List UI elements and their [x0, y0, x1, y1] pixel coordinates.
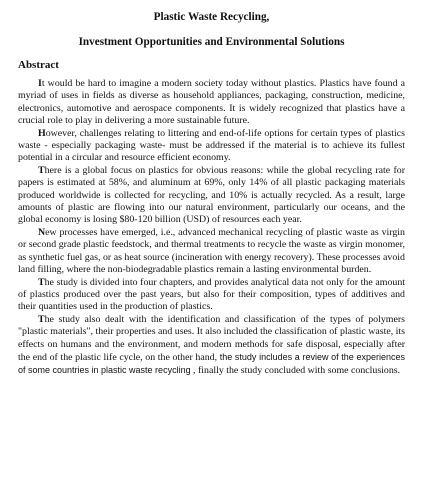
paragraph-text: he study also dealt with the identification and classification of the types of polymers "plastic materials", their properties and uses. It also included the classification of plastic waste, its effects on humans and the environment, and modern methods for safe disposal, especially after the end of the plastic life cycle, on the other hand, [18, 313, 405, 363]
paragraph-text: owever, challenges relating to littering and end-of-life options for certain types of plastics waste - especially packaging waste- must be addressed if the material is to achieve its fullest potential in a circular and resource efficient economy. [18, 127, 405, 164]
paragraph-text: t would be hard to imagine a modern society today without plastics. Plastics have found a myriad of uses in fields as diverse as household appliances, packaging, construction, medicine, electronics, automotive and aerospace components. It is widely recognized that plastics have a crucial role to play in delivering a more sustainable future. [18, 78, 405, 127]
paragraph-lead-letter: T [38, 276, 45, 288]
abstract-paragraph [18, 277, 405, 314]
document-title-line-1: Plastic Waste Recycling, [153, 11, 270, 23]
abstract-paragraph [18, 128, 405, 165]
paragraph-text: here is a global focus on plastics for obvious reasons: while the global recycling rate for papers is estimated at 58%, and aluminum at 69%, only 14% of all plastic packaging materials produced worldwide is collected for recycling, and 10% is actually recycled. As a result, large amounts of plastic are flowing into our natural environment, particularly our oceans, and the global economy is losing $80-120 billion (USD) of resources each year. [18, 164, 405, 226]
paragraph-lead-letter: H [38, 127, 46, 139]
paragraph-text: ew processes have emerged, i.e., advanced mechanical recycling of plastic waste as virgin or second grade plastic feedstock, and thermal treatments to recycle the waste as virgin monomer, as synthetic fuel gas, or as heat source (incineration with energy recovery). These processes avoid land filling, where the non-biodegradable plastics remain a lasting environmental burden. [18, 226, 405, 276]
abstract-paragraph [18, 165, 405, 227]
abstract-heading: Abstract [18, 59, 59, 71]
paragraph-text: he study is divided into four chapters, and provides analytical data not only for the amount of plastics produced over the past years, but also for their composition, types of additives and their quantities used in the production of plastics. [18, 276, 405, 313]
paragraph-text-sans: the study includes a review of the experiences of some countries in plastic waste recycling [18, 351, 405, 376]
document-title-line-2: Investment Opportunities and Environmental Solutions [78, 36, 345, 48]
paragraph-text-tail: , finally the study concluded with some conclusions. [190, 365, 401, 377]
abstract-paragraph [18, 227, 405, 277]
abstract-paragraph [18, 78, 405, 128]
abstract-paragraph [18, 314, 405, 378]
paragraph-lead-letter: I [38, 78, 42, 89]
paragraph-lead-letter: T [38, 164, 45, 176]
paragraph-lead-letter: N [38, 226, 46, 238]
paragraph-lead-letter: T [38, 313, 45, 325]
